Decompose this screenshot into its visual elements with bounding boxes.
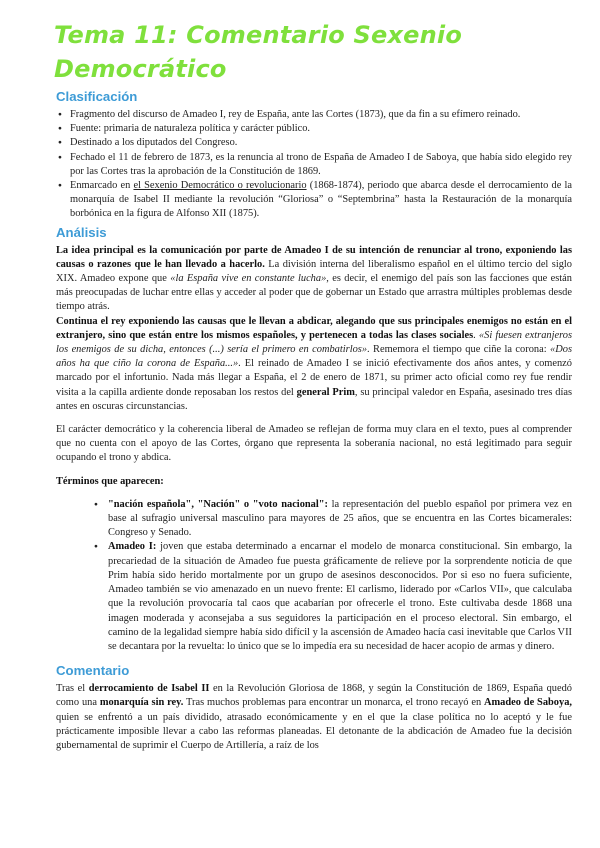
- analisis-paragraph-3: El carácter democrático y la coherencia liberal de Amadeo se reflejan de forma muy clara en el texto, pues al comprender que no cuenta con el apoyo de las Cortes, órgano que representa la soberanía nacional, no está legitimado para seguir ocupando el trono y abdica.: [56, 424, 572, 464]
- text-run: . Rememora el tiempo que ciñe la corona:: [367, 344, 551, 356]
- quote-run: «la España vive en constante lucha»: [170, 273, 327, 285]
- text-run: la representación del pueblo español por primera vez en base al sufragio universal masculino para mayores de 25 años, que se encuentra en las Cortes bicamerales: Congreso y Senado.: [108, 498, 572, 539]
- text-run: en la Revolución Gloriosa de 1868, y según la Constitución de 1869, España quedó como una: [56, 683, 572, 709]
- text-run: , es decir, el enemigo del país son las facciones que están más preocupadas de luchar entre ellas y acceder al poder que de gobernar un Estado que arrastra múltiples problemas desde tiempo atrás.: [56, 273, 572, 313]
- section-heading-clasificacion: Clasificación: [56, 89, 138, 104]
- clasificacion-list: [56, 108, 572, 222]
- bold-run: La idea principal es la comunicación por parte de Amadeo I de su intención de renunciar al trono, exponiendo las causas o razones que le han llevado a hacerlo.: [56, 244, 572, 270]
- terminos-list: [56, 498, 572, 654]
- quote-run: «Si fuesen extranjeros los enemigos de su dicha, entonces (...) sería el primero en combatirlos»: [56, 329, 572, 356]
- text-run: , su principal valedor en España, asesinado tres días antes en oscuras circunstancias.: [56, 386, 572, 412]
- text-run: Tras el: [56, 683, 89, 695]
- bold-run: Amadeo I:: [108, 541, 157, 553]
- document-title: Tema 11: Comentario Sexenio Democrático: [54, 21, 463, 83]
- list-item: [108, 540, 572, 654]
- text-run: Tras muchos problemas para encontrar un monarca, el trono recayó en: [183, 697, 484, 709]
- text-run: .: [473, 329, 476, 341]
- list-item: [108, 498, 572, 541]
- terminos-heading: [56, 475, 572, 489]
- bold-run: monarquía sin rey.: [99, 697, 184, 709]
- list-item: ● Fragmento del discurso de Amadeo I, rey de España, ante las Cortes (1873), que da fin a su efímero reinado.: [70, 108, 572, 122]
- bold-run: "nación española", "Nación" o "voto nacional":: [108, 498, 328, 510]
- comentario-paragraph: [56, 682, 572, 753]
- list-item: ● Fechado el 11 de febrero de 1873, es la renuncia al trono de España de Amadeo I de Saboya, que había sido elegido rey por las Cortes tras la aprobación de la Constitución de 1869.: [70, 151, 572, 179]
- text-run: . El reinado de Amadeo I se inició efectivamente dos años antes, y comenzó marcado por el infortunio. Nada más llegar a España, el 2 de enero de 1871, su primer acto oficial como rey fue rendir visita a la capilla ardiente donde reposaban los restos del: [56, 358, 572, 398]
- bold-run: general Prim: [296, 386, 355, 398]
- text-run: joven que estaba determinado a encarnar el modelo de monarca constitucional. Sin embargo, la precariedad de la situación de Amadeo fue puesta gráficamente de relieve por la sorprendente noticia de que Prim había sido herido mortalmente por un grupo de asesinos desconocidos. Por si eso no fuera suficiente, Amadeo también se vio amenazado en un nuevo frente: El carlismo, liderado por «Carlos VII», que calculaba que la revolución provocaría tal caos que acabarían por ofrecerle el trono. Este cultivaba desde 1868 una imagen moderada y aconsejaba a sus seguidores la participación en el proceso electoral. Sin embargo, el camino de la legalidad siempre había sido difícil y la ascensión de Amadeo hacía casi inevitable que Carlos VII se decantara por la revuelta: lo único que se lo impedía era su necesidad de hacer acopio de armas y dinero.: [108, 541, 572, 652]
- list-item: ● Destinado a los diputados del Congreso.: [70, 136, 572, 150]
- analisis-paragraph-2: [56, 315, 572, 414]
- text-run: (1868-1874), periodo que abarca desde el derrocamiento de la monarquía de Isabel II mediante la revolución “Gloriosa” o “Septembrina” hasta la Restauración de la monarquía borbónica en la figura de Alfonso XII (1875).: [70, 180, 572, 220]
- list-item: ● Fuente: primaria de naturaleza política y carácter público.: [70, 122, 572, 136]
- quote-run: «Dos años ha que ciño la corona de España...»: [56, 344, 572, 370]
- bold-run: Amadeo de Saboya,: [484, 697, 572, 709]
- bold-run: Términos que aparecen:: [56, 475, 164, 487]
- bold-run: derrocamiento de Isabel II: [88, 683, 210, 695]
- bold-run: Continua el rey exponiendo las causas que le llevan a abdicar, alegando que sus principales enemigos no están en el extranjero, sino que están entre los mismos españoles, y pertenecen a todas las clases sociales: [56, 315, 572, 341]
- section-heading-comentario: Comentario: [56, 663, 130, 679]
- underlined-term: el Sexenio Democrático o revolucionario: [133, 180, 307, 192]
- list-item: [70, 179, 572, 222]
- text-run: Enmarcado en: [70, 180, 134, 192]
- analisis-paragraph-1: [56, 244, 572, 315]
- text-run: La división interna del liberalismo español en el último tercio del siglo XIX. Amadeo expone que: [56, 258, 573, 285]
- section-heading-analisis: Análisis: [56, 224, 107, 240]
- text-run: quien se enfrentó a un país dividido, atrasado económicamente y en el que la clase política no lo aceptó y le fue prácticamente imposible llevar a cabo las reformas planeadas. El detonante de la abdicación de Amadeo fue la decisión gubernamental de suprimir el Cuerpo de Artillería, a raíz de los: [56, 711, 572, 751]
